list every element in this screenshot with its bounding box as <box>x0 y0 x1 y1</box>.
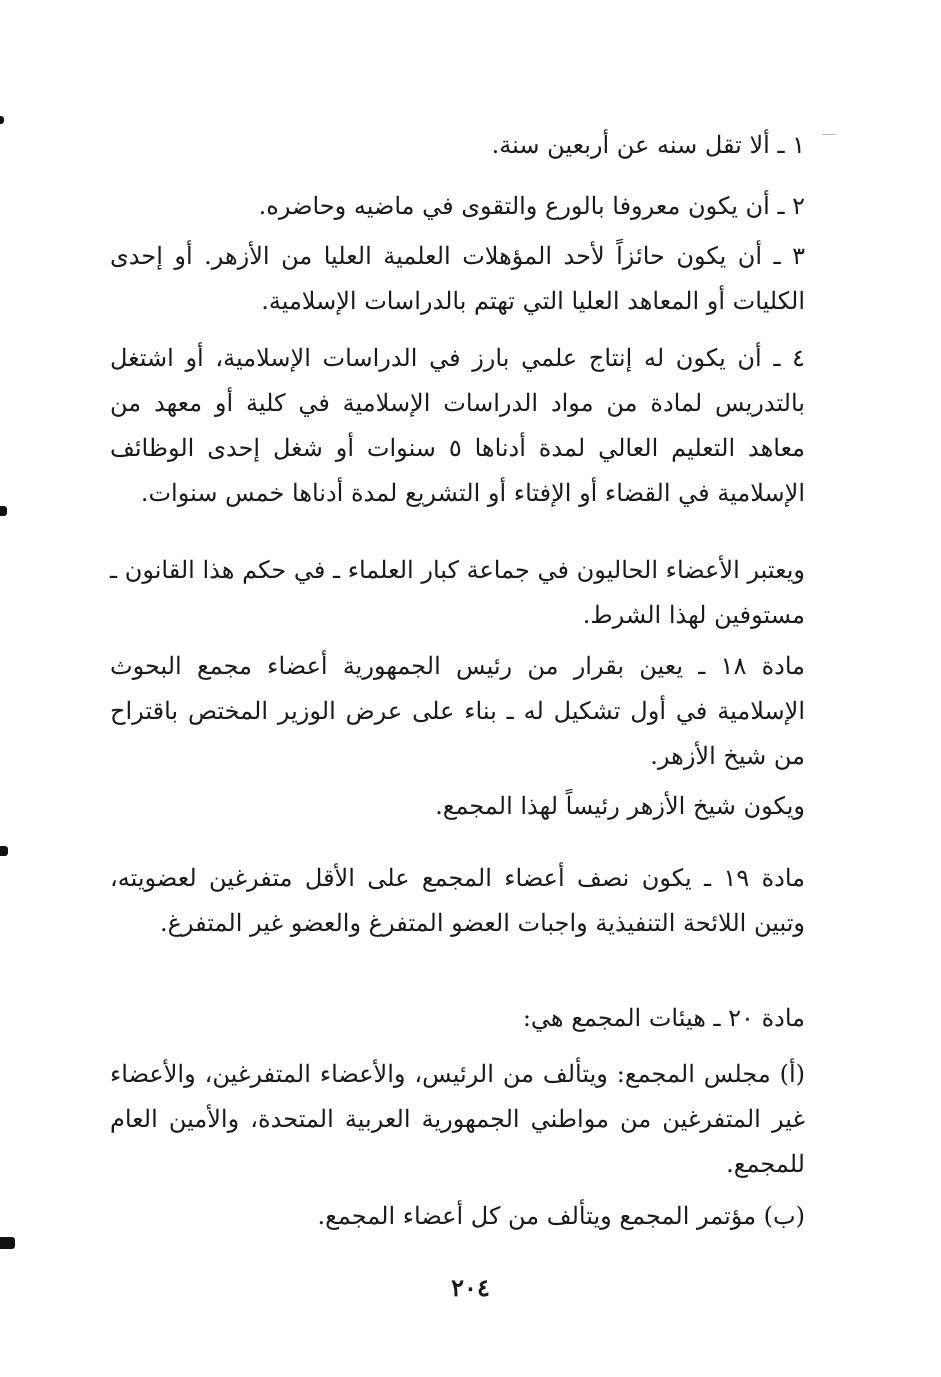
binding-mark <box>0 116 4 124</box>
binding-mark <box>0 1237 15 1249</box>
page-number: ٢٠٤ <box>451 1273 490 1302</box>
clause-a-paragraph: (أ) مجلس المجمع: ويتألف من الرئيس، والأعضاء المتفرغين، والأعضاء غير المتفرغين من مواطني الجمهورية العربية المتحدة، والأمين العام للمجمع. <box>110 1060 805 1178</box>
article-18-paragraph: مادة ١٨ ـ يعين بقرار من رئيس الجمهورية أعضاء مجمع البحوث الإسلامية في أول تشكيل له ـ بناء على عرض الوزير المختص باقتراح من شيخ الأزهر. <box>110 652 805 770</box>
binding-mark <box>0 506 7 516</box>
condition-item-3: ٣ ـ أن يكون حائزاً لأحد المؤهلات العلمية العليا من الأزهر. أو إحدى الكليات أو المعاهد العليا التي تهتم بالدراسات الإسلامية. <box>110 242 805 315</box>
current-members-paragraph: ويعتبر الأعضاء الحاليون في جماعة كبار العلماء ـ في حكم هذا القانون ـ مستوفين لهذا الشرط. <box>110 556 805 629</box>
sheikh-president-paragraph: ويكون شيخ الأزهر رئيساً لهذا المجمع. <box>435 792 805 820</box>
condition-item-4: ٤ ـ أن يكون له إنتاج علمي بارز في الدراسات الإسلامية، أو اشتغل بالتدريس لمادة من مواد الدراسات الإسلامية في كلية أو معهد من معاهد التعليم العالي لمدة أدناها ٥ سنوات أو شغل إحدى الوظائف الإسلامية في القضاء أو الإفتاء أو التشريع لمدة أدناها خمس سنوات. <box>110 344 805 507</box>
scan-mark <box>822 134 836 135</box>
clause-b-paragraph: (ب) مؤتمر المجمع ويتألف من كل أعضاء المجمع. <box>317 1202 805 1230</box>
condition-item-2: ٢ ـ أن يكون معروفا بالورع والتقوى في ماضيه وحاضره. <box>258 192 805 220</box>
article-20-paragraph: مادة ٢٠ ـ هيئات المجمع هي: <box>522 1004 805 1032</box>
condition-item-1: ١ ـ ألا تقل سنه عن أربعين سنة. <box>491 131 805 159</box>
binding-mark <box>0 846 8 856</box>
article-19-paragraph: مادة ١٩ ـ يكون نصف أعضاء المجمع على الأقل متفرغين لعضويته، وتبين اللائحة التنفيذية واجبات العضو المتفرغ والعضو غير المتفرغ. <box>110 864 805 937</box>
